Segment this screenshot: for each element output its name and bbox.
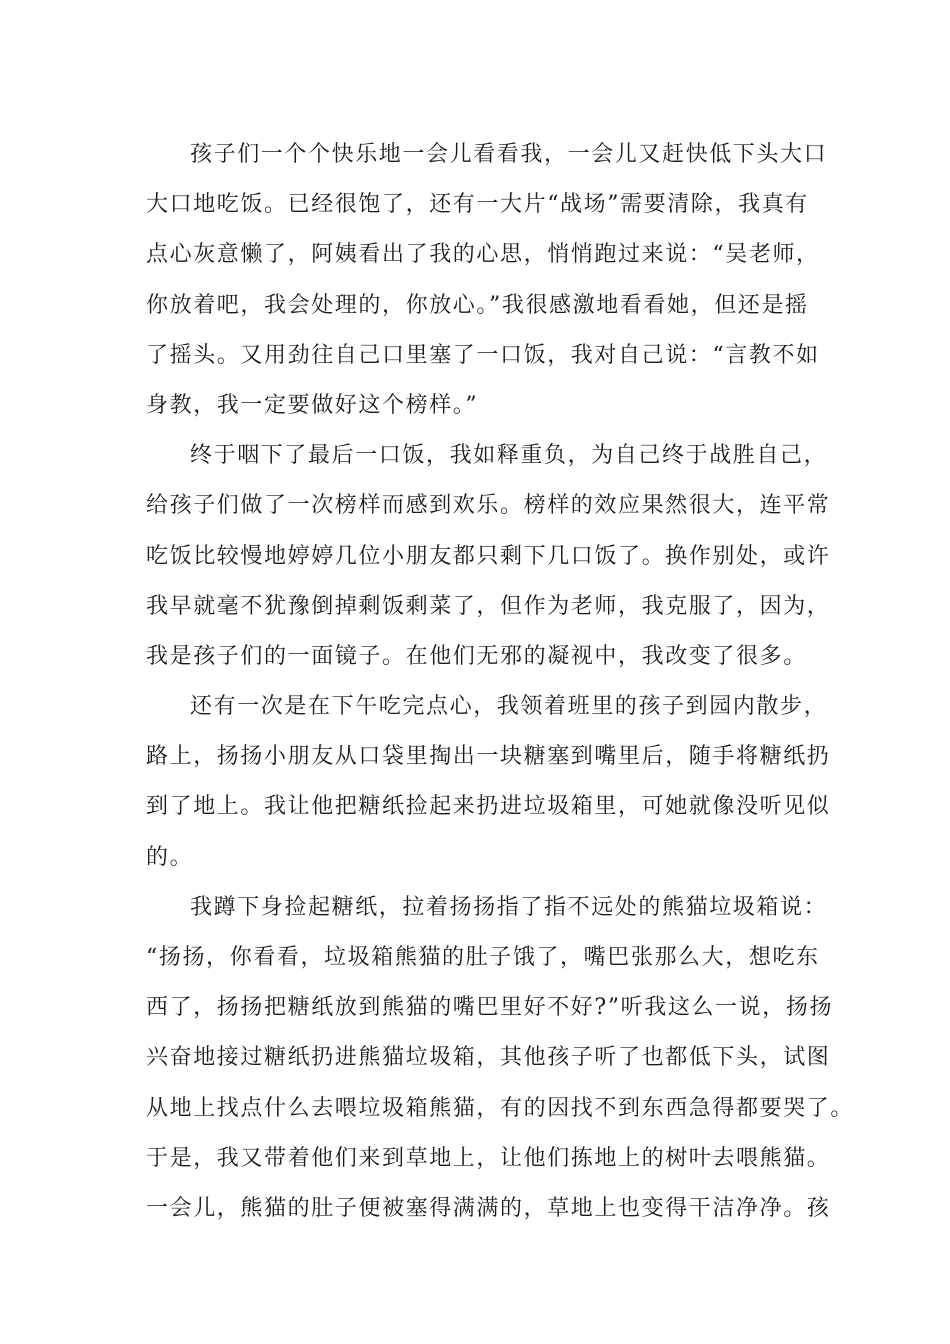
text-line: 路上，扬扬小朋友从口袋里掏出一块糖塞到嘴里后，随手将糖纸扔 (146, 744, 831, 770)
text-line: 你放着吧，我会处理的，你放心。”我很感激地看看她，但还是摇 (146, 292, 809, 318)
paragraph-first-line: 孩子们一个个快乐地一会儿看看我，一会儿又赶快低下头大口 (190, 142, 828, 167)
text-line: 身教，我一定要做好这个榜样。” (146, 392, 479, 418)
text-line: 到了地上。我让他把糖纸捡起来扔进垃圾箱里，可她就像没听见似 (146, 794, 831, 820)
text-line: 我早就毫不犹豫倒掉剩饭剩菜了，但作为老师，我克服了，因为， (146, 593, 831, 619)
paragraph-first-line: 我蹲下身捡起糖纸，拉着扬扬指了指不远处的熊猫垃圾箱说： (190, 894, 828, 920)
paragraph-first-line: 终于咽下了最后一口饭，我如释重负，为自己终于战胜自己， (190, 443, 828, 469)
text-line: 从地上找点什么去喂垃圾箱熊猫，有的因找不到东西急得都要哭了。 (146, 1095, 855, 1121)
text-line: 给孩子们做了一次榜样而感到欢乐。榜样的效应果然很大，连平常 (146, 493, 831, 519)
text-line: 兴奋地接过糖纸扔进熊猫垃圾箱，其他孩子听了也都低下头，试图 (146, 1045, 831, 1071)
text-line: 的。 (146, 844, 194, 870)
text-line: 一会儿，熊猫的肚子便被塞得满满的，草地上也变得干洁净净。孩 (146, 1195, 831, 1221)
text-line: 于是，我又带着他们来到草地上，让他们拣地上的树叶去喂熊猫。 (146, 1145, 831, 1171)
document-body (146, 130, 855, 1234)
text-line: 了摇头。又用劲往自己口里塞了一口饭，我对自己说：“言教不如 (146, 342, 820, 368)
paragraph-first-line: 还有一次是在下午吃完点心，我领着班里的孩子到园内散步， (190, 694, 828, 720)
text-line: 吃饭比较慢地婷婷几位小朋友都只剩下几口饭了。换作别处，或许 (146, 543, 831, 569)
text-line: 点心灰意懒了，阿姨看出了我的心思，悄悄跑过来说：“吴老师， (146, 242, 820, 268)
text-line: 西了，扬扬把糖纸放到熊猫的嘴巴里好不好?”听我这么一说，扬扬 (146, 995, 834, 1021)
text-line: 大口地吃饭。已经很饱了，还有一大片“战场”需要清除，我真有 (146, 192, 809, 218)
text-line: “扬扬，你看看，垃圾箱熊猫的肚子饿了，嘴巴张那么大，想吃东 (146, 945, 820, 970)
text-line: 我是孩子们的一面镜子。在他们无邪的凝视中，我改变了很多。 (146, 643, 807, 669)
